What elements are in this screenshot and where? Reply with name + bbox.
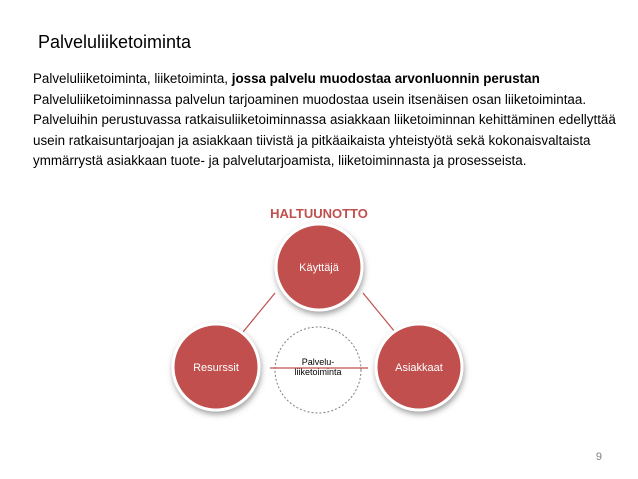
- node-top-label: Käyttäjä: [299, 262, 339, 274]
- node-top: [276, 224, 362, 310]
- connector-top-right: [363, 293, 395, 332]
- paragraph-rest: Palveluliiketoiminnassa palvelun tarjoaminen muodostaa usein itsenäisen osan liiketoimintaa. Palveluihin perustuvassa ratkaisuliiketoiminnassa asiakkaan liiketoiminnan kehittäminen edellyttää usein ratkaisuntarjoajan ja asiakkaan tiivistä ja pitkäaikaista yhteistyötä sekä kokonaisvaltaista ymmärrystä asiakkaan tuote- ja palvelutarjoamista, liiketoiminnasta ja prosesseista.: [33, 91, 616, 169]
- diagram-heading: HALTUUNOTTO: [270, 206, 368, 221]
- slide-title: Palveluliiketoiminta: [38, 32, 192, 52]
- node-right-label: Asiakkaat: [395, 362, 443, 374]
- center-label-line1: Palvelu-: [301, 357, 335, 367]
- node-right: [376, 324, 462, 410]
- node-left-label: Resurssit: [193, 362, 239, 374]
- connector-top-left: [243, 293, 275, 332]
- node-left: [173, 324, 259, 410]
- page-number: 9: [595, 451, 602, 463]
- paragraph-emphasis: jossa palvelu muodostaa arvonluonnin perustan: [231, 71, 540, 86]
- center-label-line2: liiketoiminta: [294, 367, 342, 377]
- paragraph-intro: Palveluliiketoiminta, liiketoiminta,: [33, 71, 232, 86]
